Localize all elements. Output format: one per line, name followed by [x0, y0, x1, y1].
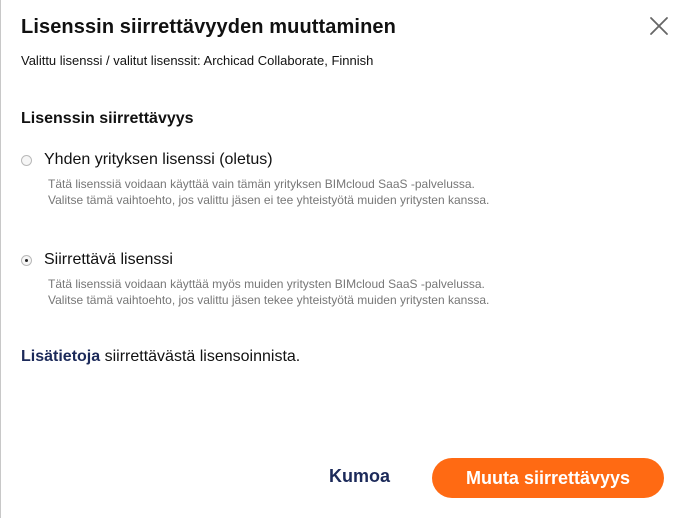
radio-transferable[interactable] — [21, 255, 32, 266]
dialog-title: Lisenssin siirrettävyyden muuttaminen — [21, 16, 396, 38]
change-transferability-button[interactable]: Muuta siirrettävyys — [432, 458, 664, 498]
option-transferable-row[interactable] — [21, 251, 489, 269]
more-info-link[interactable]: Lisätietoja — [21, 348, 101, 365]
close-icon[interactable] — [647, 14, 671, 38]
radio-single-company[interactable] — [21, 155, 32, 166]
cancel-button[interactable]: Kumoa — [329, 466, 391, 486]
option-single-company — [21, 151, 489, 208]
option-single-company-label: Yhden yrityksen lisenssi (oletus) — [44, 151, 273, 168]
selected-licenses-text: Valittu lisenssi / valitut lisenssit: Archicad Collaborate, Finnish — [21, 53, 374, 68]
option-single-company-desc-line1: Tätä lisenssiä voidaan käyttää vain tämän yrityksen BIMcloud SaaS -palvelussa. — [48, 177, 475, 191]
option-transferable-description — [48, 276, 489, 308]
option-transferable — [21, 251, 489, 308]
option-transferable-desc-line2: Valitse tämä vaihtoehto, jos valittu jäsen tekee yhteistyötä muiden yritysten kanssa. — [48, 293, 490, 307]
option-single-company-description — [48, 176, 489, 208]
more-info-rest: siirrettävästä lisensoinnista. — [100, 348, 301, 365]
option-transferable-desc-line1: Tätä lisenssiä voidaan käyttää myös muiden yritysten BIMcloud SaaS -palvelussa. — [48, 277, 485, 291]
dialog-border — [0, 0, 1, 518]
section-title: Lisenssin siirrettävyys — [21, 110, 194, 127]
option-transferable-label: Siirrettävä lisenssi — [44, 251, 173, 268]
option-single-company-desc-line2: Valitse tämä vaihtoehto, jos valittu jäsen ei tee yhteistyötä muiden yritysten kanssa. — [48, 193, 490, 207]
option-single-company-row[interactable] — [21, 151, 489, 169]
more-info-text — [21, 348, 300, 366]
